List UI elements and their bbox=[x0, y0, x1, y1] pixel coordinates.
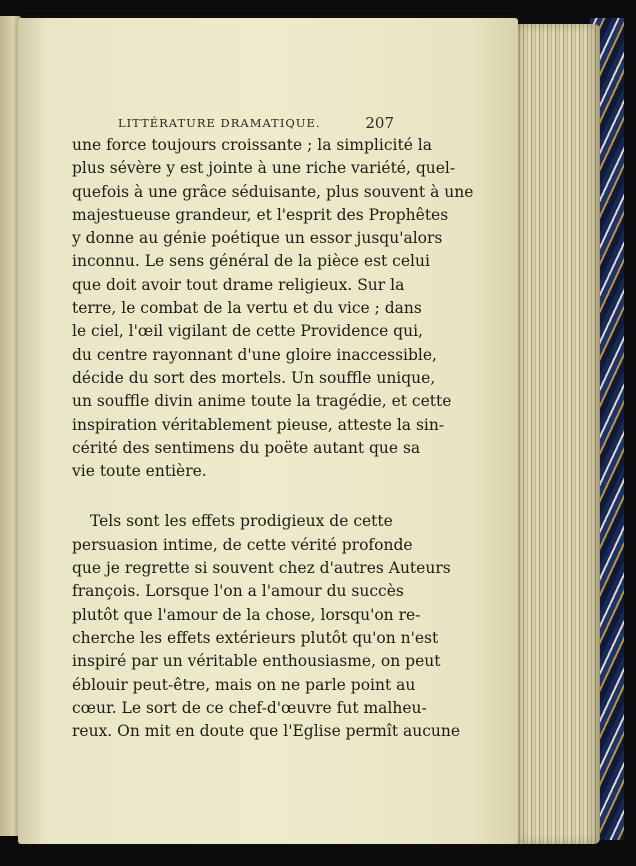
running-title: LITTÉRATURE DRAMATIQUE. bbox=[118, 116, 321, 130]
text-line: inspiré par un véritable enthousiasme, on peut bbox=[72, 652, 441, 671]
body-text bbox=[72, 134, 474, 743]
text-line: françois. Lorsque l'on a l'amour du succès bbox=[72, 582, 404, 601]
text-line: éblouir peut-être, mais on ne parle point au bbox=[72, 675, 416, 694]
text-line: le ciel, l'œil vigilant de cette Providence qui, bbox=[72, 322, 423, 341]
text-line: décide du sort des mortels. Un souffle unique, bbox=[72, 368, 436, 387]
paragraph-2 bbox=[72, 510, 461, 743]
text-line: cérité des sentimens du poëte autant que sa bbox=[72, 438, 421, 457]
text-line: terre, le combat de la vertu et du vice ; dans bbox=[72, 299, 422, 318]
text-line: que je regrette si souvent chez d'autres Auteurs bbox=[72, 559, 451, 578]
text-line: plutôt que l'amour de la chose, lorsqu'on re- bbox=[72, 605, 421, 624]
running-head bbox=[118, 114, 394, 132]
text-line: cœur. Le sort de ce chef-d'œuvre fut malheu- bbox=[72, 698, 427, 717]
text-line: reux. On mit en doute que l'Eglise permît aucune bbox=[72, 722, 461, 741]
text-line: Tels sont les effets prodigieux de cette bbox=[90, 512, 393, 531]
text-line: persuasion intime, de cette vérité profonde bbox=[72, 535, 413, 554]
text-line: majestueuse grandeur, et l'esprit des Prophêtes bbox=[72, 205, 449, 224]
text-line: vie toute entière. bbox=[72, 462, 207, 481]
page-number: 207 bbox=[365, 114, 394, 132]
text-line: du centre rayonnant d'une gloire inaccessible, bbox=[72, 345, 437, 364]
text-line: quefois à une grâce séduisante, plus souvent à une bbox=[72, 182, 474, 201]
text-line: une force toujours croissante ; la simplicité la bbox=[72, 136, 433, 154]
text-line: plus sévère y est jointe à une riche variété, quel- bbox=[72, 159, 456, 178]
text-line: cherche les effets extérieurs plutôt qu'on n'est bbox=[72, 628, 439, 647]
text-line: inspiration véritablement pieuse, atteste la sin- bbox=[72, 415, 445, 434]
text-line: que doit avoir tout drame religieux. Sur la bbox=[72, 275, 405, 294]
paragraph-1 bbox=[72, 134, 474, 483]
text-line: inconnu. Le sens général de la pièce est celui bbox=[72, 252, 430, 271]
text-line: y donne au génie poétique un essor jusqu'alors bbox=[72, 229, 443, 248]
text-line: un souffle divin anime toute la tragédie, et cette bbox=[72, 392, 452, 411]
paragraph-gap bbox=[72, 483, 390, 510]
